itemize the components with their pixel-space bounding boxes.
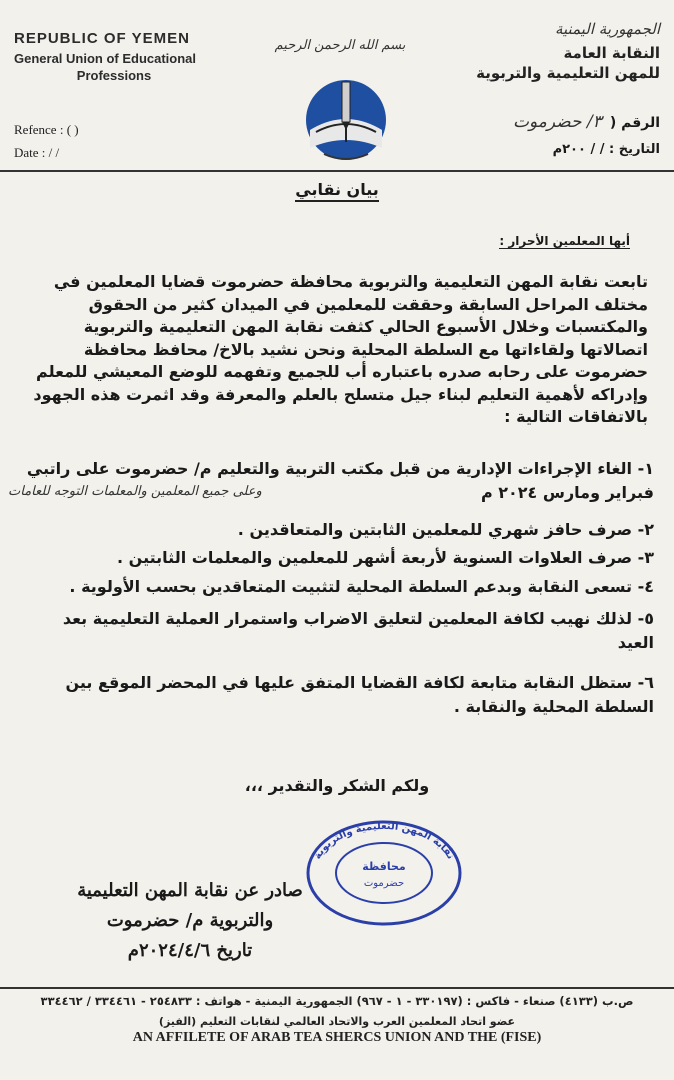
footer-divider [0,987,674,989]
issuer-line-2: والتربوية م/ حضرموت [106,910,274,931]
document-title: بيان نقابي [0,180,674,199]
header-divider [0,170,674,172]
letterhead-country: REPUBLIC OF YEMEN [14,30,190,47]
reference-field: Refence : ( ) [14,122,79,137]
union-logo-icon [296,68,396,168]
date-field: Date : / / [14,145,60,160]
letterhead-calligraphy: الجمهورية اليمنية [554,20,660,38]
salutation: أيها المعلمين الأحرار : [499,234,630,248]
list-item: ٣- صرف العلاوات السنوية لأربعة أشهر للمعلمين والمعلمات الثابتين . [117,548,654,567]
number-label: الرقم ( [609,115,660,131]
letterhead-ar-union-2: للمهن التعليمية والتربوية [476,64,660,82]
issuer-line-1: صادر عن نقابة المهن التعليمية [77,880,303,901]
list-item: ٥- لذلك نهيب لكافة المعلمين لتعليق الاضراب واستمرار العملية التعليمية بعد العيد [62,609,654,652]
arabic-letterhead [460,20,660,82]
stamp-outer-text: نقابة المهن التعليمية والتربوية [312,821,456,862]
number-handwritten: ٣/ حضرموت [513,112,602,132]
list-item: ١- الغاء الإجراءات الإدارية من قبل مكتب التربية والتعليم م/ حضرموت على راتبي فبراير ومارس ٢٠٢٤ م [26,459,654,502]
letterhead-ar-union: النقابة العامة [563,44,660,62]
handwritten-note: وعلى جميع المعلمين والمعلمات التوجه للعامات [8,484,262,499]
footer-affiliation-ar: عضو اتحاد المعلمين العرب والاتحاد العالمي لنقابات التعليم (الفيز) [158,1015,516,1028]
stamp-inner-2: حضرموت [363,878,405,889]
basmala: بسم الله الرحمن الرحيم [274,38,406,53]
letterhead-union: General Union of Educational [14,51,197,66]
arabic-date-field: التاريخ : / / ٢٠٠م [552,142,660,157]
list-item: ٤- تسعى النقابة وبدعم السلطة المحلية لتثبيت المتعاقدين بحسب الأولوية . [69,577,654,596]
closing-thanks: ولكم الشكر والتقدير ،،، [244,776,430,795]
letterhead-union-2: Professions [76,68,152,83]
arabic-number-field [513,112,660,132]
issuer-date: تاريخ ٢٠٢٤/٤/٦م [127,940,253,961]
list-item: ٦- ستظل النقابة متابعة لكافة القضايا المتفق عليها في المحضر الموقع بين السلطة المحلية والنقابة . [65,673,654,716]
footer-contact: ص.ب (٤١٣٣) صنعاء - فاكس : (٣٣٠١٩٧ - ١ - ٩٦٧) الجمهورية اليمنية - هواتف : ٢٥٤٨٣٣ - ٣٣٤٤٦١ / ٣٣٤٤٦٢ [40,994,634,1008]
official-stamp-icon [304,818,464,928]
list-item: ٢- صرف حافز شهري للمعلمين الثابتين والمتعاقدين . [237,520,654,539]
english-letterhead [14,30,234,83]
svg-text:نقابة المهن التعليمية والتربوي [312,821,456,861]
footer-affiliation-en: AN AFFILETE OF ARAB TEA SHERCS UNION AND THE (FISE) [132,1030,542,1045]
issuer-block [60,876,320,966]
body-paragraph: تابعت نقابة المهن التعليمية والتربوية محافظة حضرموت قضايا المعلمين في مختلف المراحل السابقة وحققت للمعلمين في الميدان كثير من الحقوق والمكتسبات وخلال الأسبوع الحالي كثفت نقابة المهن التعليمية والتربوية اتصالاتها ولقاءاتها مع السلطة المحلية ونحن نشيد بالاخ/ محافظ محافظة حضرموت على رحابه صدره باعتباره أب للجميع وتفهمه للوضع المعيشي للمعلم وإدراكه لأهمية التعليم لبناء جيل متسلح بالعلم والمعرفة وقد اثمرت هذه الجهود بالاتفاقات التالية : [33,272,648,426]
stamp-inner-1: محافظة [362,860,406,873]
